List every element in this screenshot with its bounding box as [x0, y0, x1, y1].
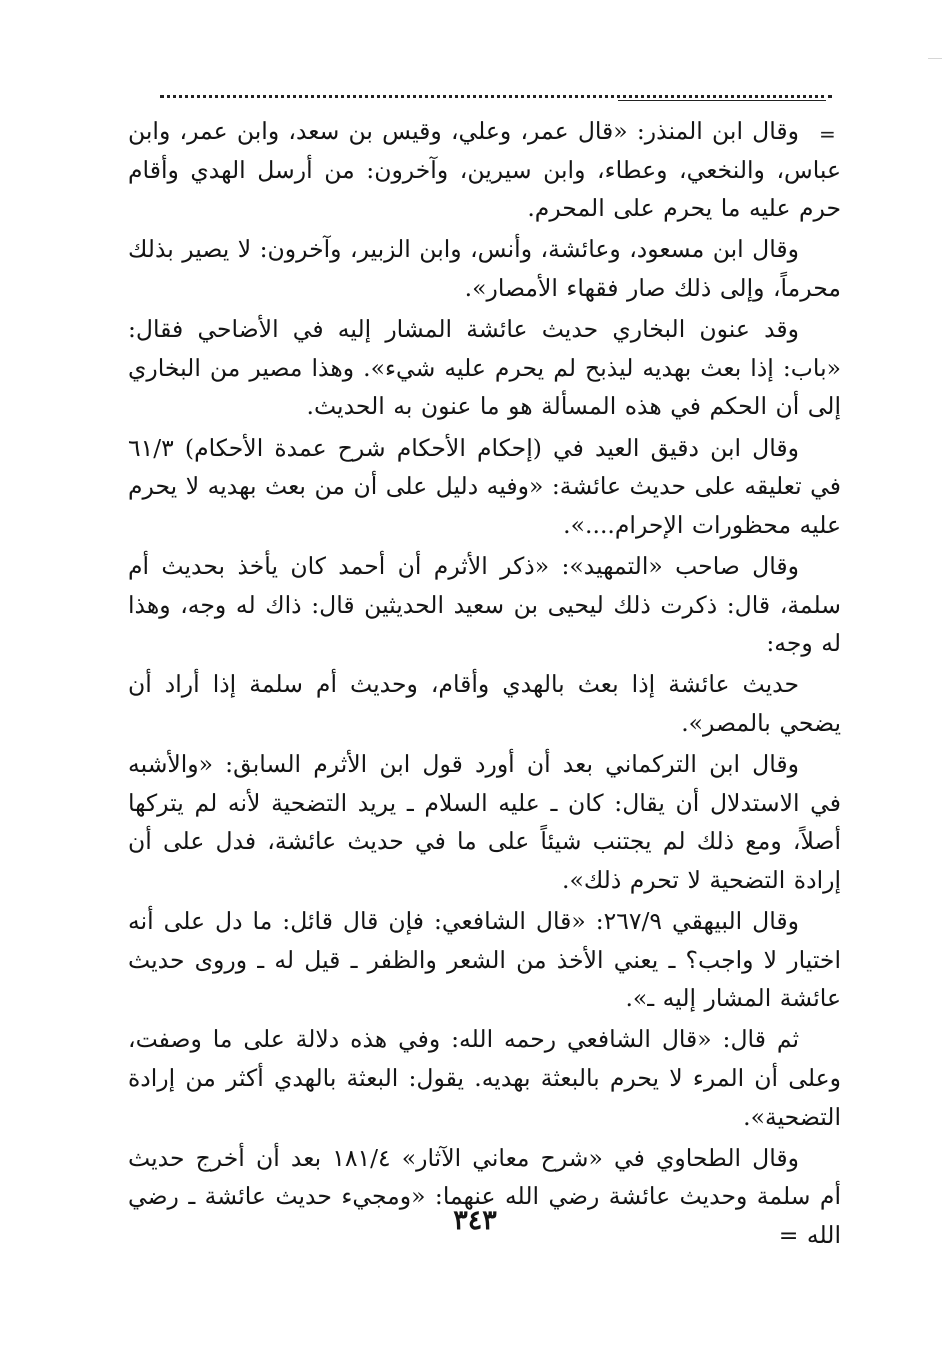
paragraph-bayhaqi: وقال البيهقي ٢٦٧/٩: «قال الشافعي: فإن قال قائل: ما دل على أنه اختيار لا واجب؟ ـ يعني الأخذ من الشعر والظفر ـ قيل له ـ وروى حديث عائشة المشار إليه ـ».	[128, 907, 841, 1013]
paragraph-aisha-hadith: حديث عائشة إذا بعث بالهدي وأقام، وحديث أم سلمة إذا أراد أن يضحي بالمصر».	[128, 670, 841, 737]
paragraph-bukhari: وقد عنون البخاري حديث عائشة المشار إليه في الأضاحي فقال: «باب: إذا بعث بهديه ليذبح لم يحرم عليه شيء». وهذا مصير من البخاري إلى أن الحكم في هذه المسألة هو ما عنون به الحديث.	[128, 315, 841, 421]
footnote-rule	[618, 100, 826, 101]
paragraph-shafii: ثم قال: «قال الشافعي رحمه الله: وفي هذه دلالة على ما وصفت، وعلى أن المرء لا يحرم بالبعثة بهديه. يقول: البعثة بالهدي أكثر من إرادة التضحية».	[128, 1025, 841, 1131]
scan-corner-mark	[928, 58, 942, 65]
paragraph-tamhid: وقال صاحب «التمهيد»: «ذكر الأثرم أن أحمد كان يأخذ بحديث أم سلمة، قال: ذكرت ذلك ليحيى بن سعيد الحديثين قال: ذاك له وجه، وهذا له وجه:	[128, 551, 841, 658]
dotted-separator	[160, 82, 832, 98]
paragraph-ibn-masud: وقال ابن مسعود، وعائشة، وأنس، وابن الزبير، وآخرون: لا يصير بذلك محرماً، وإلى ذلك صار فقهاء الأمصار».	[128, 235, 841, 302]
continuation-mark: =	[819, 122, 836, 146]
paragraph-ibn-al-mundhir: وقال ابن المنذر: «قال عمر، وعلي، وقيس بن سعد، وابن عمر، وابن عباس، والنخعي، وعطاء، وابن سيرين، وآخرون: من أرسل الهدي وأقام حرم عليه ما يحرم على المحرم.	[128, 117, 841, 223]
page-number: ٣٤٣	[453, 1205, 497, 1236]
paragraph-ibn-daqiq: وقال ابن دقيق العيد في (إحكام الأحكام شرح عمدة الأحكام) ٦١/٣ في تعليقه على حديث عائشة: «وفيه دليل على أن من بعث بهديه لا يحرم عليه محظورات الإحرام....».	[128, 433, 841, 539]
footnote-body	[128, 112, 841, 1257]
paragraph-turkmani: وقال ابن التركماني بعد أن أورد قول ابن الأثرم السابق: «والأشبه في الاستدلال أن يقال: كان ـ عليه السلام ـ يريد التضحية لأنه لم يتركها أصلاً، ومع ذلك لم يجتنب شيئاً على ما في حديث عائشة، فدل على أن إرادة التضحية لا تحرم ذلك».	[128, 750, 841, 894]
paragraph-tahawi: وقال الطحاوي في «شرح معاني الآثار» ١٨١/٤ بعد أن أخرج حديث أم سلمة وحديث عائشة رضي الله عنهما: «ومجيء حديث عائشة ـ رضي الله =	[128, 1143, 841, 1249]
